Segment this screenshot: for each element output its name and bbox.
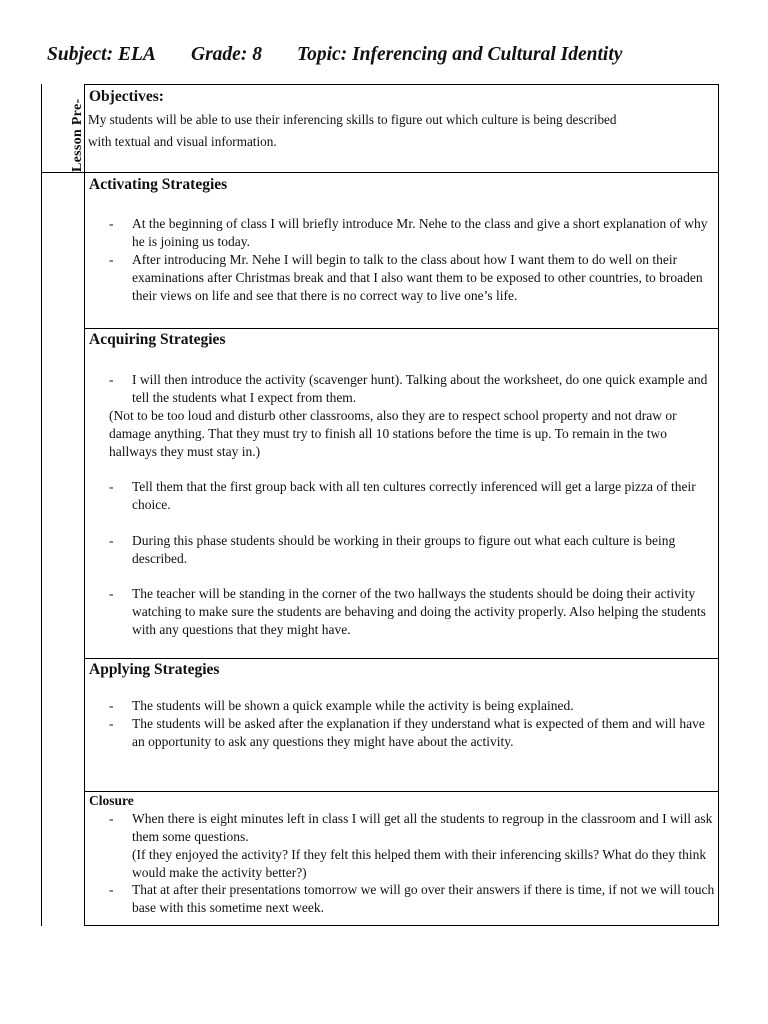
- grade-label: Grade: 8: [191, 44, 262, 65]
- side-divider: [41, 172, 85, 173]
- objectives-line-2: with textual and visual information.: [88, 134, 277, 149]
- closure-title: Closure: [89, 793, 134, 808]
- list-item: - That at after their presentations tomorrow we will go over their answers if there is time, if not we will touch base with this sometime next week.: [109, 882, 715, 915]
- activating-section: [84, 172, 719, 329]
- applying-title: Applying Strategies: [89, 661, 220, 678]
- list-item: - At the beginning of class I will briefly introduce Mr. Nehe to the class and give a short explanation of why he is joining us today.: [109, 216, 708, 249]
- left-border: [41, 84, 42, 926]
- page-header: [47, 44, 622, 66]
- subject-label: Subject: ELA: [47, 44, 156, 65]
- objectives-line-1: My students will be able to use their inferencing skills to figure out which culture is being described: [88, 112, 617, 127]
- objectives-section: [84, 84, 719, 173]
- list-item: - Tell them that the first group back with all ten cultures correctly inferenced will get a large pizza of their choice.: [109, 479, 696, 512]
- applying-section: [84, 658, 719, 792]
- list-item: - The teacher will be standing in the corner of the two hallways the students should be doing their activity watching to make sure the students are behaving and doing the activity properly. Also helping the students with any questions that they might have.: [109, 586, 706, 637]
- acquiring-title: Acquiring Strategies: [89, 331, 226, 348]
- closure-section: [84, 791, 719, 926]
- objectives-text: [88, 109, 708, 153]
- list-item: - During this phase students should be working in their groups to figure out what each culture is being described.: [109, 533, 676, 566]
- objectives-title: Objectives:: [89, 88, 164, 105]
- acquiring-note: (Not to be too loud and disturb other classrooms, also they are to respect school property and not draw or damage anything. That they must try to finish all 10 stations before the time is up. To remain in the two hallways they must stay in.): [109, 408, 677, 459]
- lesson-label: Lesson Pre-: [70, 98, 85, 172]
- list-item: - When there is eight minutes left in class I will get all the students to regroup in the classroom and I will ask them some questions. (If they enjoyed the activity? If they felt this helped them with their inferencing skills? What do they think would make the activity better?): [85, 810, 717, 882]
- activating-title: Activating Strategies: [89, 176, 228, 193]
- topic-label: Topic: Inferencing and Cultural Identity: [297, 44, 623, 65]
- acquiring-section: [84, 328, 719, 659]
- list-item: - The students will be asked after the explanation if they understand what is expected of them and will have an opportunity to ask any questions they might have about the activity.: [109, 716, 705, 749]
- list-item: - After introducing Mr. Nehe I will begin to talk to the class about how I want them to do well on their examinations after Christmas break and that I also want them to be exposed to other countries, to broaden their views on life and see that there is no correct way to live one’s life.: [109, 252, 703, 303]
- list-item: - I will then introduce the activity (scavenger hunt). Talking about the worksheet, do one quick example and tell the students what I expect from them.: [109, 372, 708, 405]
- closure-note: (If they enjoyed the activity? If they felt this helped them with their inferencing skills? What do they think would make the activity better?): [132, 847, 707, 880]
- list-item: - The students will be shown a quick example while the activity is being explained.: [109, 698, 574, 713]
